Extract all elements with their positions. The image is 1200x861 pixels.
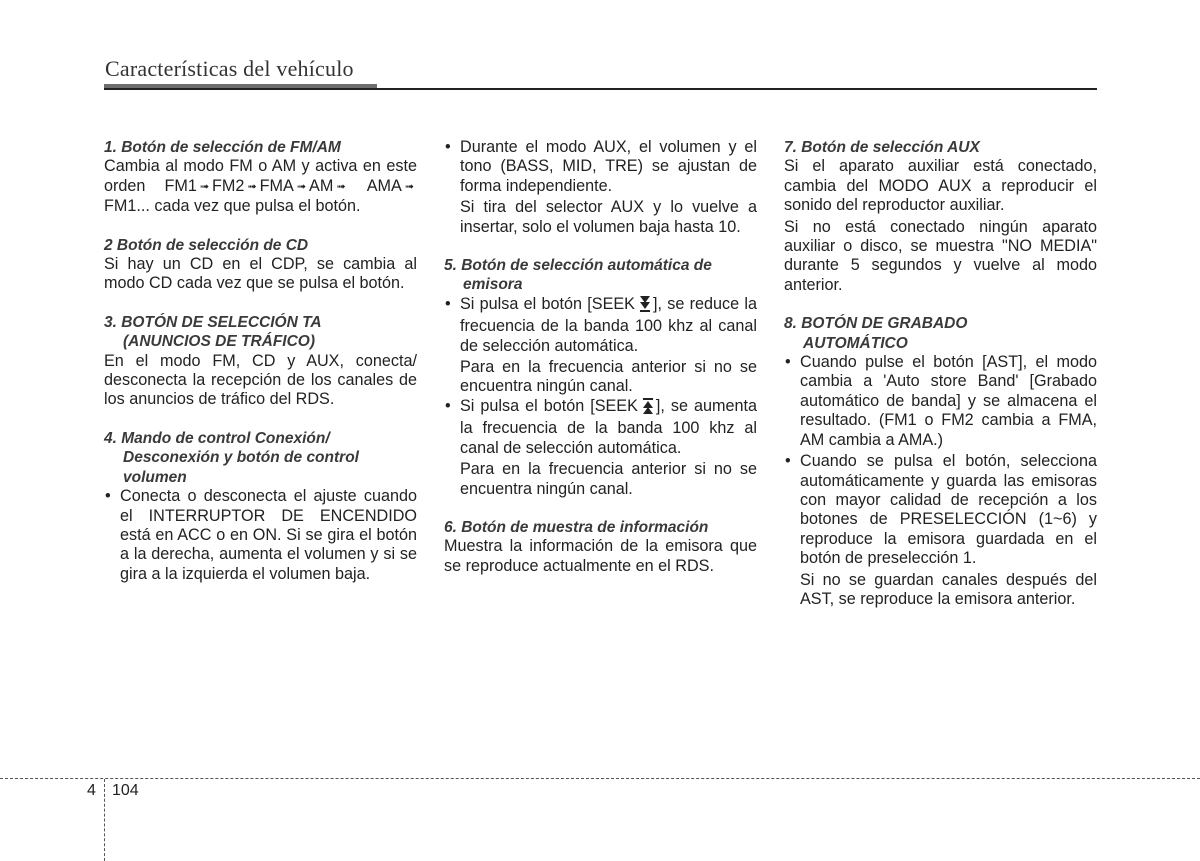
seek-up-icon <box>643 398 653 419</box>
column-3 <box>784 138 1097 628</box>
section-body: Muestra la información de la emisora que se reproduce actualmente en el RDS. <box>444 537 757 575</box>
section-heading: 2 Botón de selección de CD <box>104 236 309 254</box>
seek-down-icon <box>640 296 650 317</box>
heading-line: emisora <box>463 276 523 294</box>
section-body <box>104 157 417 216</box>
bullet-item: • Cuando pulse el botón [AST], el modo cambia a 'Auto store Band' [Grabado automático de banda] y se almacena el resultado. (FM1 o FM2 cambia a FMA, AM cambia a AMA.) <box>784 353 1097 450</box>
page-header-title: Características del vehículo <box>105 56 354 81</box>
page-number: 104 <box>112 782 139 799</box>
heading-line: 5. Botón de selección automática de <box>444 257 712 275</box>
bullet-subtext: Para en la frecuencia anterior si no se encuentra ningún canal. <box>460 460 757 498</box>
heading-line: Desconexión y botón de control <box>123 449 359 467</box>
heading-line: 4. Mando de control Conexión/ <box>104 429 330 447</box>
body-text: Si pulsa el botón [SEEK <box>460 294 635 313</box>
section-body: En el modo FM, CD y AUX, conecta/ desconecta la recepción de los canales de los anuncios de tráfico del RDS. <box>104 351 417 409</box>
section-heading <box>104 429 417 487</box>
section-cd <box>104 236 417 294</box>
column-1 <box>104 138 417 603</box>
section-heading: 1. Botón de selección de FM/AM <box>104 139 341 156</box>
mode-fm2: FM2 <box>212 176 245 195</box>
section-heading <box>784 314 1097 353</box>
heading-line: (ANUNCIOS DE TRÁFICO) <box>123 333 316 351</box>
right-arrow-icon: ➟ <box>336 180 346 193</box>
heading-line: 3. BOTÓN DE SELECCIÓN TA <box>104 313 322 331</box>
heading-line: 8. BOTÓN DE GRABADO <box>784 315 968 333</box>
section-ta <box>104 313 417 410</box>
right-arrow-icon: ➟ <box>247 180 257 193</box>
right-arrow-icon: ➟ <box>296 180 307 193</box>
body-text: ], se reduce la frecuencia de la banda 100 khz al canal de selección automática. <box>460 294 757 355</box>
footer-rule <box>0 778 1200 779</box>
section-heading: 6. Botón de muestra de información <box>444 518 709 536</box>
heading-line: volumen <box>123 468 187 486</box>
section-power-volume <box>104 429 417 584</box>
right-arrow-icon: ➟ <box>199 180 210 193</box>
section-power-volume-continued <box>444 138 757 237</box>
section-body: Si no está conectado ningún aparato auxiliar o disco, se muestra "NO MEDIA" durante 5 segundos y vuelve al modo anterior. <box>784 217 1097 294</box>
section-fm-am <box>104 138 417 217</box>
bullet-item <box>444 295 757 356</box>
body-text: Si pulsa el botón [SEEK <box>460 396 638 415</box>
bullet-subtext: Si tira del selector AUX y lo vuelve a insertar, solo el volumen baja hasta 10. <box>460 198 757 236</box>
mode-fma: FMA <box>259 176 294 195</box>
heading-line: AUTOMÁTICO <box>803 334 908 352</box>
section-auto-store <box>784 314 1097 609</box>
section-info <box>444 518 757 576</box>
mode-ama: AMA <box>366 176 402 195</box>
bullet-item <box>444 397 757 458</box>
bullet-item: • Durante el modo AUX, el volumen y el tono (BASS, MID, TRE) se ajustan de forma independiente. <box>444 138 757 196</box>
section-heading <box>104 313 417 352</box>
section-heading: 7. Botón de selección AUX <box>784 139 980 156</box>
right-arrow-icon: ➟ <box>404 180 414 193</box>
section-heading <box>444 256 757 295</box>
section-aux <box>784 138 1097 295</box>
section-seek <box>444 256 757 499</box>
body-text: FM1... cada vez que pulsa el botón. <box>104 197 361 216</box>
bullet-item: • Conecta o desconecta el ajuste cuando el INTERRUPTOR DE ENCENDIDO está en ACC o en ON. Si se gira el botón a la derecha, aumenta el volumen y si se gira a la izquierda el volumen baja. <box>104 487 417 584</box>
header-rule <box>104 88 1097 90</box>
body-text: ], se aumenta la frecuencia de la banda 100 khz al canal de selección automática. <box>460 396 757 457</box>
column-2 <box>444 138 757 595</box>
bullet-subtext: Para en la frecuencia anterior si no se encuentra ningún canal. <box>460 358 757 396</box>
body-text: Cambia al modo FM o AM y activa en este orden FM1 <box>104 157 417 195</box>
mode-am: AM <box>309 176 334 195</box>
bullet-item: • Cuando se pulsa el botón, selecciona automáticamente y guarda las emisoras con mayor calidad de recepción a los botones de PRESELECCIÓN (1~6) y reproduce la emisora guardada en el botón de preselección 1. <box>784 452 1097 568</box>
section-body: Si el aparato auxiliar está conectado, cambia del MODO AUX a reproducir el sonido del reproductor auxiliar. <box>784 157 1097 215</box>
footer-divider <box>104 779 105 861</box>
bullet-subtext: Si no se guardan canales después del AST, se reproduce la emisora anterior. <box>800 570 1097 608</box>
chapter-number: 4 <box>87 782 96 799</box>
section-body: Si hay un CD en el CDP, se cambia al modo CD cada vez que se pulsa el botón. <box>104 255 417 293</box>
